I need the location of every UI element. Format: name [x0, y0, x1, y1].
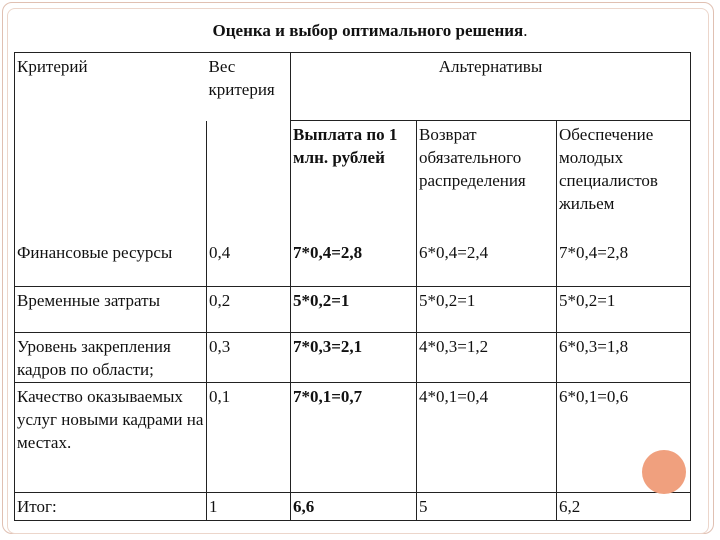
decorative-circle — [642, 450, 686, 494]
row-weight: 0,4 — [207, 239, 291, 287]
row-criterion: Временные затраты — [15, 287, 207, 333]
table-row — [15, 493, 691, 521]
row-alt1: 6,6 — [291, 493, 417, 521]
header-alt1: Выплата по 1 млн. рублей — [291, 121, 417, 239]
row-criterion: Качество оказываемых услуг новыми кадрами на местах. — [15, 383, 207, 493]
row-alt2: 6*0,4=2,4 — [417, 239, 557, 287]
table-cell — [15, 121, 207, 239]
row-alt2: 5*0,2=1 — [417, 287, 557, 333]
row-alt1: 5*0,2=1 — [291, 287, 417, 333]
slide-title — [0, 21, 720, 41]
decision-table — [14, 52, 691, 521]
row-alt3: 7*0,4=2,8 — [557, 239, 691, 287]
row-alt3: 5*0,2=1 — [557, 287, 691, 333]
row-criterion: Финансовые ресурсы — [15, 239, 207, 287]
table-row — [15, 287, 691, 333]
row-weight: 0,1 — [207, 383, 291, 493]
row-criterion: Уровень закрепления кадров по области; — [15, 333, 207, 383]
header-alt2: Возврат обязательного распределения — [417, 121, 557, 239]
header-criterion: Критерий — [15, 53, 207, 121]
table-row — [15, 333, 691, 383]
table-row — [15, 53, 691, 121]
row-weight: 0,3 — [207, 333, 291, 383]
table-row — [15, 121, 691, 239]
row-alt3: 6*0,1=0,6 — [557, 383, 691, 493]
row-alt2: 5 — [417, 493, 557, 521]
slide-title-dot: . — [523, 21, 528, 40]
slide-title-text: Оценка и выбор оптимального решения — [212, 21, 524, 40]
row-criterion: Итог: — [15, 493, 207, 521]
row-alt1: 7*0,3=2,1 — [291, 333, 417, 383]
row-alt1: 7*0,1=0,7 — [291, 383, 417, 493]
row-weight: 0,2 — [207, 287, 291, 333]
row-alt2: 4*0,3=1,2 — [417, 333, 557, 383]
row-alt3: 6*0,3=1,8 — [557, 333, 691, 383]
table-row — [15, 383, 691, 493]
row-alt2: 4*0,1=0,4 — [417, 383, 557, 493]
header-alt3: Обеспечение молодых специалистов жильем — [557, 121, 691, 239]
table-cell — [207, 121, 291, 239]
row-alt1: 7*0,4=2,8 — [291, 239, 417, 287]
row-weight: 1 — [207, 493, 291, 521]
header-alternatives: Альтернативы — [291, 53, 691, 121]
header-weight: Вес критерия — [207, 53, 291, 121]
table-row — [15, 239, 691, 287]
row-alt3: 6,2 — [557, 493, 691, 521]
